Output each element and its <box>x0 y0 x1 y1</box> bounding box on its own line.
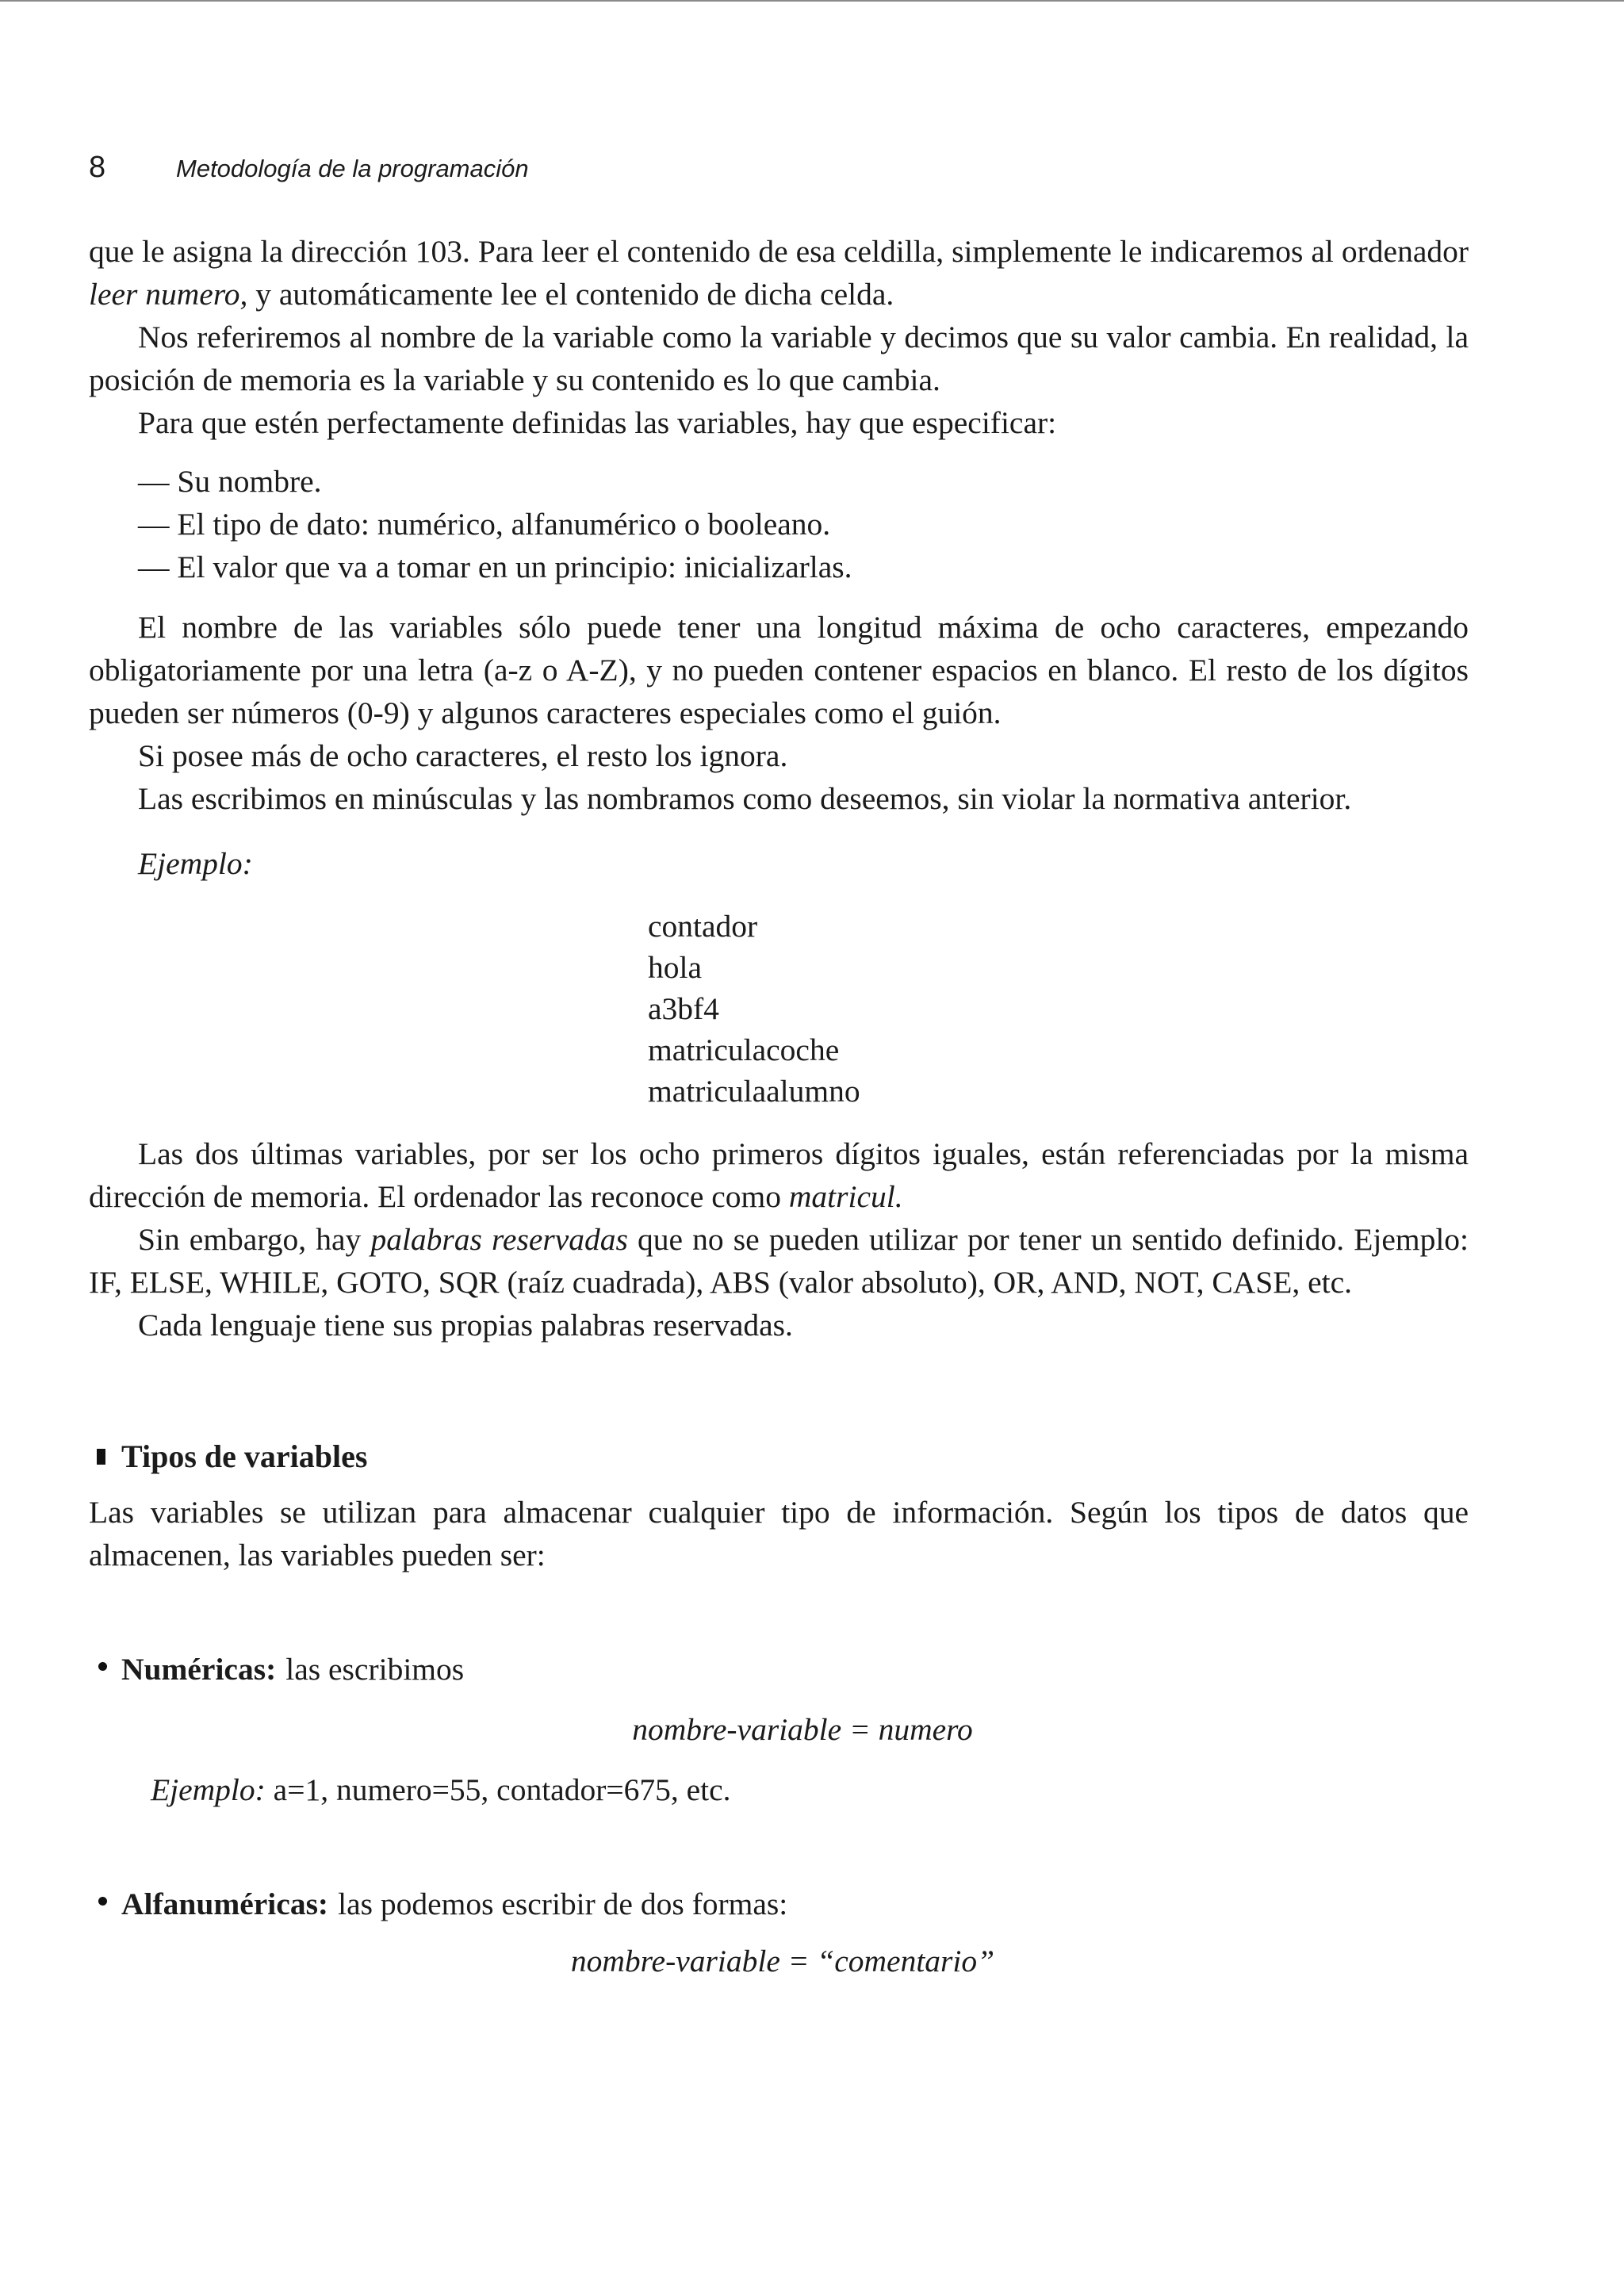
paragraph-lenguaje: Cada lenguaje tiene sus propias palabras reservadas. <box>138 1308 793 1343</box>
example-label: Ejemplo: <box>151 1772 266 1807</box>
formula-alfanumerica: nombre-variable = “comentario” <box>570 1944 995 1978</box>
example-label: Ejemplo: <box>138 846 253 881</box>
formula-numerica: nombre-variable = numero <box>632 1712 973 1747</box>
paragraph-ignora: Si posee más de ocho caracteres, el resto los ignora. <box>138 738 788 773</box>
example-name: matriculaalumno <box>648 1074 860 1109</box>
bullet-dot-icon <box>98 1662 107 1671</box>
paragraph-text: que no se pueden utilizar por tener un sentido definido. Ejemplo: IF, ELSE, WHILE, GOTO, SQR (raíz cuadrada), ABS (valor absoluto), OR, AND, NOT, CASE, etc. <box>89 1222 1469 1300</box>
emphasis-text: palabras reservadas <box>370 1222 628 1257</box>
top-border-line <box>0 0 1624 2</box>
paragraph-minusculas: Las escribimos en minúsculas y las nombramos como deseemos, sin violar la normativa anterior. <box>138 781 1352 816</box>
emphasis-text: matricul. <box>788 1179 903 1214</box>
paragraph-definidas: Para que estén perfectamente definidas las variables, hay que especificar: <box>138 405 1057 440</box>
running-title: Metodología de la programación <box>176 155 529 182</box>
list-item: — El valor que va a tomar en un principio: inicializarlas. <box>138 550 852 584</box>
paragraph-reservadas <box>89 1218 1469 1304</box>
example-text: a=1, numero=55, contador=675, etc. <box>273 1772 731 1807</box>
paragraph-text: y automáticamente lee el contenido de dicha celda. <box>255 277 894 312</box>
bullet-term: Numéricas: <box>121 1652 277 1687</box>
bullet-alfanumericas <box>89 1883 1469 1925</box>
example-name: matriculacoche <box>648 1032 840 1067</box>
emphasis-text: leer numero, <box>89 277 248 312</box>
page-number: 8 <box>89 151 106 184</box>
paragraph-nombre: El nombre de las variables sólo puede tener una longitud máxima de ocho caracteres, empezando obligatoriamente por una letra (a-z o A-Z), y no pueden contener espacios en blanco. El resto de los dígitos pueden ser números (0-9) y algunos caracteres especiales como el guión. <box>89 610 1469 730</box>
page-body <box>89 230 1469 1982</box>
bullet-numericas <box>89 1648 1469 1691</box>
square-bullet-icon <box>97 1449 105 1465</box>
bullet-term: Alfanuméricas: <box>121 1887 329 1921</box>
bullet-text: las podemos escribir de dos formas: <box>338 1887 788 1921</box>
paragraph-direccion <box>89 230 1469 316</box>
book-page <box>89 151 1469 1982</box>
example-name: a3bf4 <box>648 991 719 1026</box>
example-name: contador <box>648 909 758 944</box>
section-heading-text: Tipos de variables <box>121 1438 368 1474</box>
bullet-dot-icon <box>98 1897 107 1906</box>
bullet-text: las escribimos <box>285 1652 465 1687</box>
section-intro: Las variables se utilizan para almacenar cualquier tipo de información. Según los tipos de datos que almacenen, las variables pueden ser: <box>89 1495 1469 1572</box>
list-item: — Su nombre. <box>138 464 322 499</box>
paragraph-text: Sin embargo, hay <box>138 1222 362 1257</box>
example-names <box>648 906 1469 1112</box>
section-heading <box>89 1435 1469 1478</box>
page-header <box>89 151 1469 198</box>
example-numerica <box>151 1768 1469 1811</box>
requirements-list <box>138 460 1469 588</box>
paragraph-ultimas <box>89 1132 1469 1218</box>
example-name: hola <box>648 950 703 985</box>
paragraph-text: que le asigna la dirección 103. Para leer el contenido de esa celdilla, simplemente le indicaremos al ordenador <box>89 234 1469 269</box>
paragraph-text: Las dos últimas variables, por ser los ocho primeros dígitos iguales, están referenciadas por la misma dirección de memoria. El ordenador las reconoce como <box>89 1136 1469 1214</box>
list-item: — El tipo de dato: numérico, alfanumérico o booleano. <box>138 507 831 542</box>
paragraph-variable: Nos referiremos al nombre de la variable como la variable y decimos que su valor cambia. En realidad, la posición de memoria es la variable y su contenido es lo que cambia. <box>89 320 1469 397</box>
